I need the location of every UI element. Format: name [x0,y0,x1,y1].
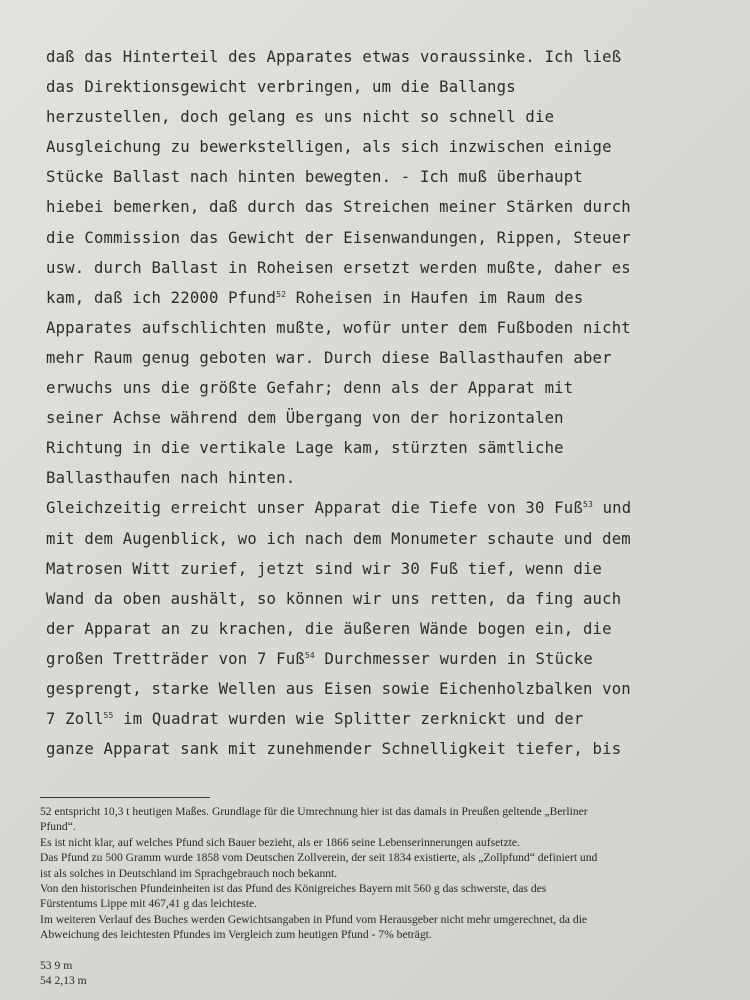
footnote-52-line: Abweichung des leichtesten Pfundes im Vergleich zum heutigen Pfund - 7% beträgt. [40,928,432,942]
text-line [46,283,716,313]
text-segment: Durchmesser wurden in Stücke [314,649,593,668]
footnote-marker[interactable]: 53 [582,500,593,510]
footnote-marker[interactable]: 54 [304,650,315,660]
text-line: seiner Achse während dem Übergang von der horizontalen [46,409,564,428]
text-line: hiebei bemerken, daß durch das Streichen meiner Stärken durch [46,198,631,217]
text-line: usw. durch Ballast in Roheisen ersetzt werden mußte, daher es [46,258,631,277]
footnote-divider [40,797,210,798]
text-line: Richtung in die vertikale Lage kam, stürzten sämtliche [46,439,564,458]
text-segment: 7 Zoll [46,710,104,729]
text-line: das Direktionsgewicht verbringen, um die Ballangs [46,78,516,97]
footnote-spacer [40,943,720,958]
text-line [46,644,716,674]
text-segment: Gleichzeitig erreicht unser Apparat die Tiefe von 30 Fuß [46,499,583,518]
footnote-52-line: 52 entspricht 10,3 t heutigen Maßes. Grundlage für die Umrechnung hier ist das damals in Preußen geltende „Berliner [40,805,588,818]
footnote-52-line: Es ist nicht klar, auf welches Pfund sich Bauer bezieht, als er 1866 seine Lebenserinnerungen aufsetzte. [40,835,520,849]
footnote-marker[interactable]: 55 [103,711,114,721]
text-segment: und [593,499,632,518]
text-line: Stücke Ballast nach hinten bewegten. - Ich muß überhaupt [46,168,583,187]
text-line: die Commission das Gewicht der Eisenwandungen, Rippen, Steuer [46,228,631,247]
footnote-52-line: ist als solches in Deutschland im Sprachgebrauch noch bekannt. [40,866,338,880]
text-line: Wand da oben aushält, so können wir uns retten, da fing auch [46,589,622,608]
text-line: Matrosen Witt zurief, jetzt sind wir 30 Fuß tief, wenn die [46,559,603,578]
footnote-marker[interactable]: 52 [276,289,287,299]
text-line: Ausgleichung zu bewerkstelligen, als sich inzwischen einige [46,138,612,157]
text-line: der Apparat an zu krachen, die äußeren Wände bogen ein, die [46,619,612,638]
text-line: Ballasthaufen nach hinten. [46,469,296,488]
footnote-52-line: Im weiteren Verlauf des Buches werden Gewichtsangaben in Pfund vom Herausgeber nicht mehr umgerechnet, da die [40,912,588,926]
text-line: daß das Hinterteil des Apparates etwas voraussinke. Ich ließ [46,48,622,66]
footnote-52-line: Pfund“. [40,820,76,834]
footnote-54: 54 2,13 m [40,974,87,988]
footnote-52-line: Das Pfund zu 500 Gramm wurde 1858 vom Deutschen Zollverein, der seit 1834 existierte, als „Zollpfund“ definiert und [40,851,598,865]
footnote-53: 53 9 m [40,958,73,972]
text-segment: kam, daß ich 22000 Pfund [46,288,277,307]
text-line [46,493,716,523]
text-line: Apparates aufschlichten mußte, wofür unter dem Fußboden nicht [46,318,631,337]
text-line: mehr Raum genug geboten war. Durch diese Ballasthaufen aber [46,348,612,367]
body-text [46,42,716,764]
text-line: herzustellen, doch gelang es uns nicht so schnell die [46,108,555,127]
text-segment: im Quadrat wurden wie Splitter zerknickt und der [113,710,584,729]
text-segment: Roheisen in Haufen im Raum des [286,288,584,307]
text-line: erwuchs uns die größte Gefahr; denn als der Apparat mit [46,379,574,398]
text-line: gesprengt, starke Wellen aus Eisen sowie Eichenholzbalken von [46,679,631,698]
footnote-52-line: Von den historischen Pfundeinheiten ist das Pfund des Königreiches Bayern mit 560 g das schwerste, das des [40,882,547,896]
text-line: ganze Apparat sank mit zunehmender Schnelligkeit tiefer, bis [46,740,622,759]
text-line [46,704,716,734]
footnote-52-line: Fürstentums Lippe mit 467,41 g das leichteste. [40,897,258,911]
text-line: mit dem Augenblick, wo ich nach dem Monumeter schaute und dem [46,529,631,548]
footnotes [40,804,720,988]
text-segment: großen Tretträder von 7 Fuß [46,649,305,668]
